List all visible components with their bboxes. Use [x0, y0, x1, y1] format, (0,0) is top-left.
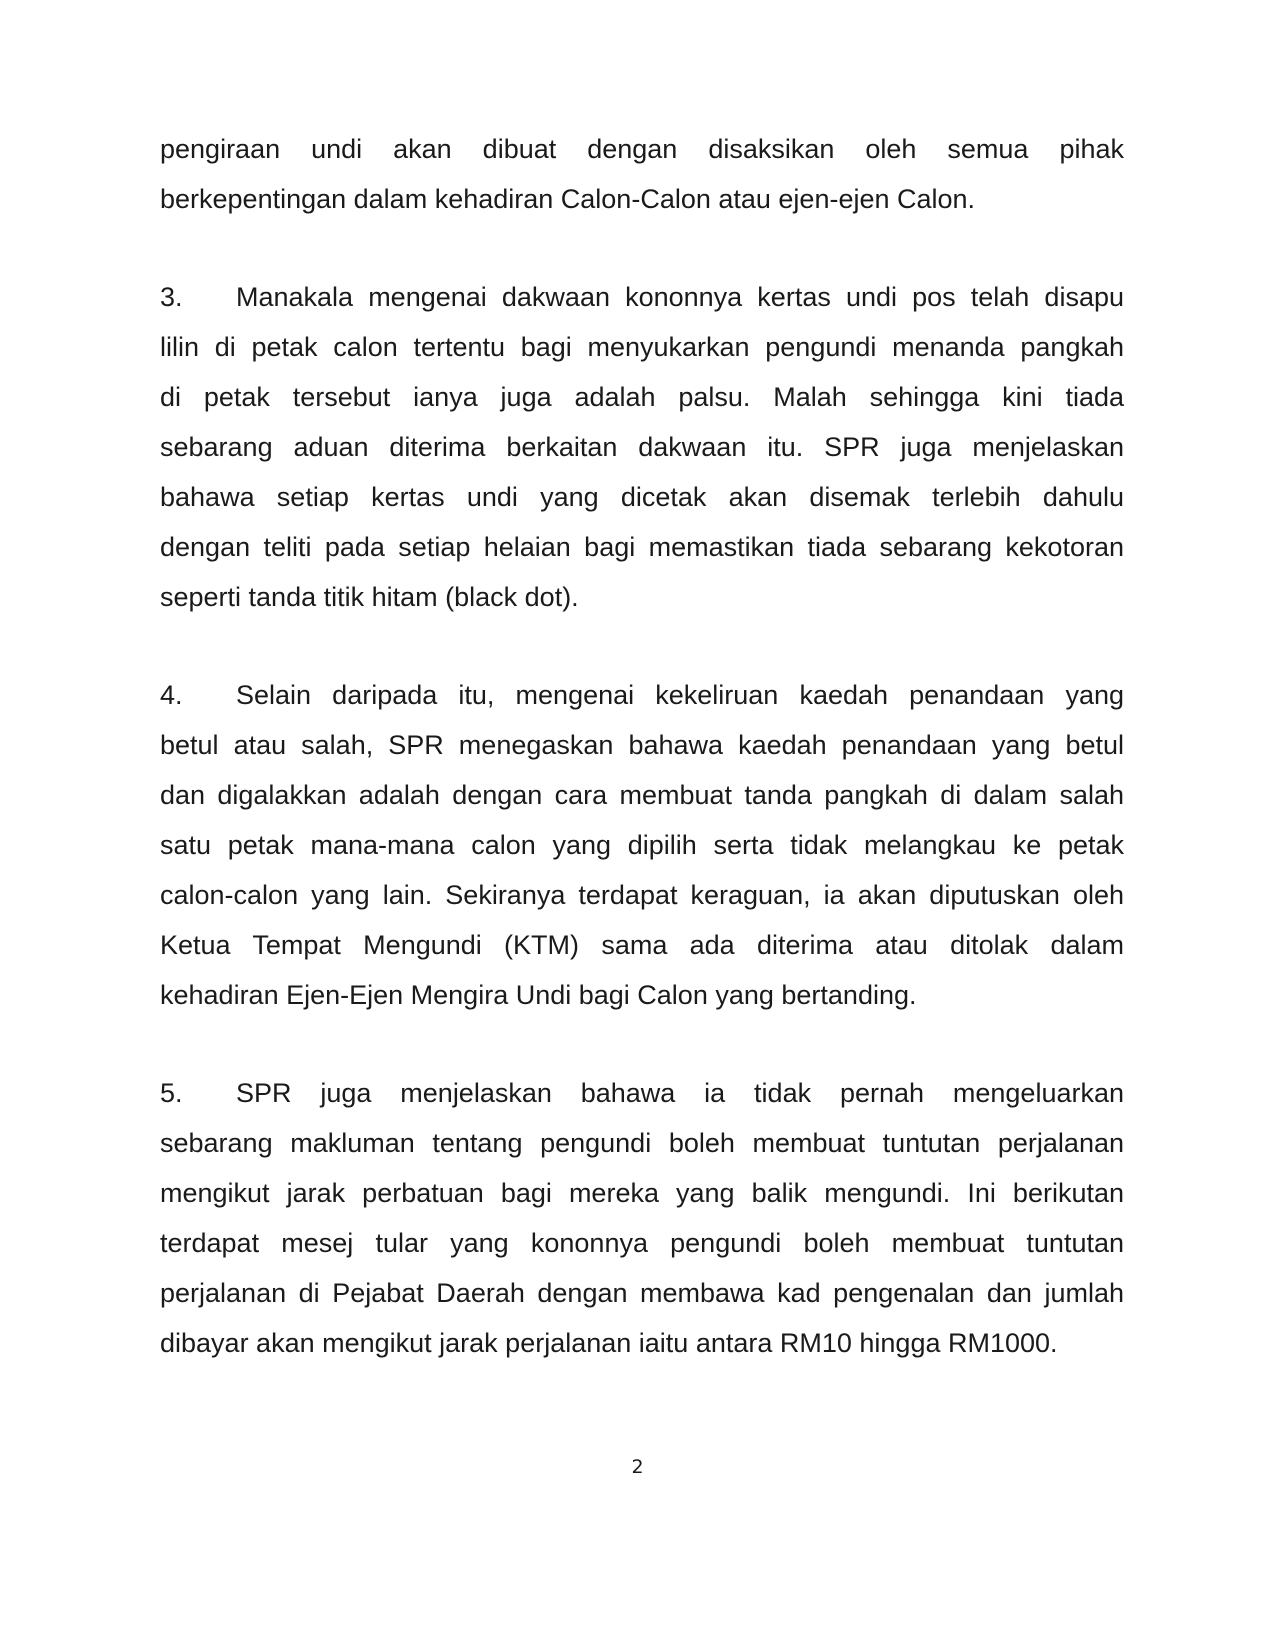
paragraph-3 — [160, 272, 1124, 622]
paragraph-continuation — [160, 124, 1124, 224]
paragraph-line: SPR juga menjelaskan bahawa ia tidak pernah mengeluarkan — [236, 1078, 1124, 1108]
paragraph-line: seperti tanda titik hitam (black dot). — [160, 582, 579, 612]
paragraph-line: terdapat mesej tular yang kononnya pengundi boleh membuat tuntutan — [160, 1228, 1124, 1258]
paragraph-line: lilin di petak calon tertentu bagi menyukarkan pengundi menanda pangkah — [160, 332, 1124, 362]
paragraph-line: bahawa setiap kertas undi yang dicetak akan disemak terlebih dahulu — [160, 482, 1124, 512]
paragraph-line: kehadiran Ejen-Ejen Mengira Undi bagi Calon yang bertanding. — [160, 980, 917, 1010]
paragraph-line: mengikut jarak perbatuan bagi mereka yang balik mengundi. Ini berikutan — [160, 1178, 1124, 1208]
paragraph-5 — [160, 1068, 1124, 1368]
paragraph-first-line — [160, 670, 1124, 720]
paragraph-number: 4. — [160, 680, 183, 710]
paragraph-first-line — [160, 1068, 1124, 1118]
paragraph-4 — [160, 670, 1124, 1020]
paragraph-number: 3. — [160, 282, 183, 312]
paragraph-line: betul atau salah, SPR menegaskan bahawa kaedah penandaan yang betul — [160, 730, 1124, 760]
paragraph-line: pengiraan undi akan dibuat dengan disaksikan oleh semua pihak — [160, 134, 1124, 164]
paragraph-line: satu petak mana-mana calon yang dipilih serta tidak melangkau ke petak — [160, 830, 1124, 860]
paragraph-line: calon-calon yang lain. Sekiranya terdapat keraguan, ia akan diputuskan oleh — [160, 880, 1124, 910]
paragraph-line: Ketua Tempat Mengundi (KTM) sama ada diterima atau ditolak dalam — [160, 930, 1124, 960]
paragraph-line: berkepentingan dalam kehadiran Calon-Calon atau ejen-ejen Calon. — [160, 184, 976, 214]
paragraph-line: dibayar akan mengikut jarak perjalanan iaitu antara RM10 hingga RM1000. — [160, 1328, 1058, 1358]
paragraph-number: 5. — [160, 1078, 183, 1108]
paragraph-line: dengan teliti pada setiap helaian bagi memastikan tiada sebarang kekotoran — [160, 532, 1124, 562]
document-body — [160, 124, 1124, 1416]
paragraph-line: dan digalakkan adalah dengan cara membuat tanda pangkah di dalam salah — [160, 780, 1124, 810]
paragraph-line: sebarang aduan diterima berkaitan dakwaan itu. SPR juga menjelaskan — [160, 432, 1124, 462]
paragraph-line: Selain daripada itu, mengenai kekeliruan kaedah penandaan yang — [236, 680, 1124, 710]
paragraph-first-line — [160, 272, 1124, 322]
paragraph-line: di petak tersebut ianya juga adalah palsu. Malah sehingga kini tiada — [160, 382, 1124, 412]
paragraph-line: sebarang makluman tentang pengundi boleh membuat tuntutan perjalanan — [160, 1128, 1124, 1158]
paragraph-line: perjalanan di Pejabat Daerah dengan membawa kad pengenalan dan jumlah — [160, 1278, 1124, 1308]
page-number: 2 — [631, 1456, 644, 1478]
paragraph-line: Manakala mengenai dakwaan kononnya kertas undi pos telah disapu — [236, 282, 1124, 312]
